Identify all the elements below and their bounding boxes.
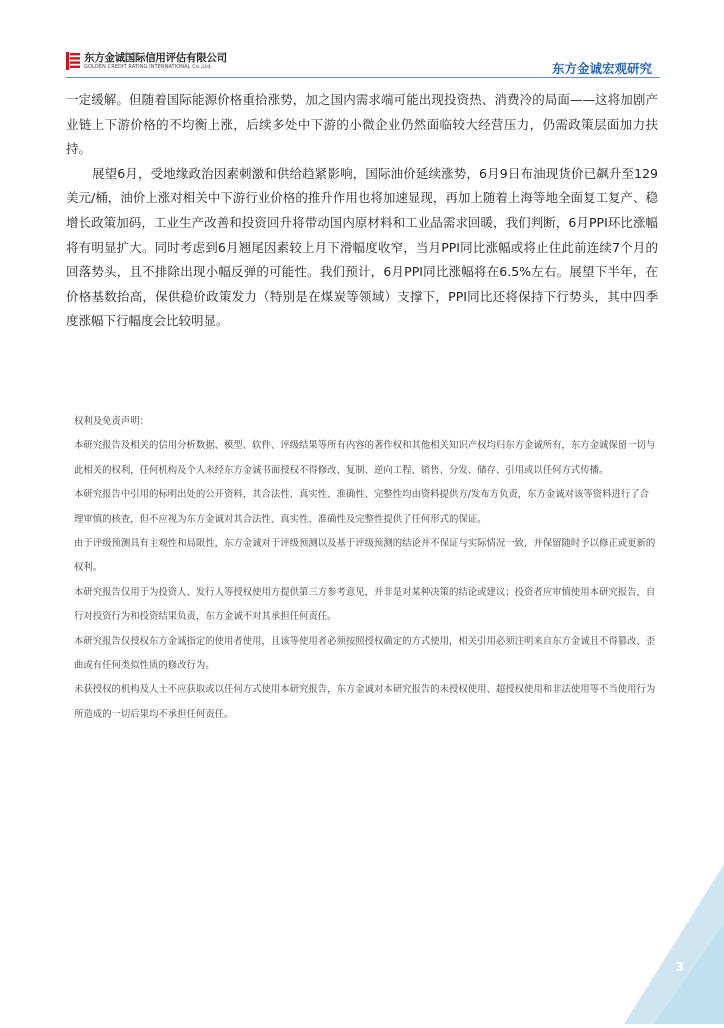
disclaimer-paragraph: 未获授权的机构及人士不应获取或以任何方式使用本研究报告，东方金诚对本研究报告的未授权使用、超授权使用和非法使用等不当使用行为所造成的一切后果均不承担任何责任。 — [74, 684, 656, 720]
disclaimer-heading: 权利及免责声明： — [74, 416, 150, 427]
logo-name-cn: 东方金诚国际信用评估有限公司 — [84, 51, 227, 64]
corner-decoration — [624, 864, 724, 1024]
series-title: 东方金诚宏观研究 — [551, 61, 652, 76]
disclaimer-paragraph: 本研究报告及相关的信用分析数据、模型、软件、评级结果等所有内容的著作权和其他相关知识产权均归东方金诚所有，东方金诚保留一切与此相关的权利，任何机构及个人未经东方金诚书面授权不得修改、复制、逆向工程、销售、分发、储存、引用或以任何方式传播。 — [74, 440, 656, 476]
body-paragraph: 展望6月，受地缘政治因素刺激和供给趋紧影响，国际油价延续涨势，6月9日布油现货价已飙升至129美元/桶，油价上涨对相关中下游行业价格的推升作用也将加速显现，再加上随着上海等地全面复工复产、稳增长政策加码，工业生产改善和投资回升将带动国内原材料和工业品需求回暖，我们判断，6月PPI环比涨幅将有明显扩大。同时考虑到6月翘尾因素较上月下滑幅度收窄，当月PPI同比涨幅或将止住此前连续7个月的回落势头，且不排除出现小幅反弹的可能性。我们预计，6月PPI同比涨幅将在6.5%左右。展望下半年，在价格基数抬高，保供稳价政策发力（特别是在煤炭等领域）支撑下，PPI同比还将保持下行势头，其中四季度涨幅下行幅度会比较明显。 — [66, 165, 658, 329]
page-number: 3 — [675, 960, 684, 974]
logo-mark-icon — [66, 52, 80, 70]
body-text — [66, 88, 658, 334]
logo-name-en: GOLDEN CREDIT RATING INTERNATIONAL Co.,Ltd. — [84, 63, 213, 70]
disclaimer-paragraph: 由于评级预测具有主观性和局限性，东方金诚对于评级预测以及基于评级预测的结论并不保证与实际情况一致，并保留随时予以修正或更新的权利。 — [74, 538, 656, 574]
header-divider — [66, 77, 660, 78]
page-header — [66, 50, 660, 76]
disclaimer-paragraph: 本研究报告仅用于为投资人、发行人等授权使用方提供第三方参考意见，并非是对某种决策的结论或建议；投资者应审慎使用本研究报告，自行对投资行为和投资结果负责，东方金诚不对其承担任何责任。 — [74, 586, 656, 623]
disclaimer-section — [74, 410, 658, 727]
disclaimer-paragraph: 本研究报告中引用的标明出处的公开资料，其合法性、真实性、准确性、完整性均由资料提供方/发布方负责，东方金诚对该等资料进行了合理审慎的核查，但不应视为东方金诚对其合法性、真实性、准确性及完整性提供了任何形式的保证。 — [74, 489, 650, 525]
company-logo — [66, 52, 227, 70]
disclaimer-paragraph: 本研究报告仅授权东方金诚指定的使用者使用，且该等使用者必须按照授权确定的方式使用，相关引用必须注明来自东方金诚且不得篡改、歪曲或有任何类似性质的修改行为。 — [74, 635, 656, 672]
body-paragraph: 一定缓解。但随着国际能源价格重拾涨势，加之国内需求端可能出现投资热、消费冷的局面——这将加剧产业链上下游价格的不均衡上涨，后续多处中下游的小微企业仍然面临较大经营压力，仍需政策层面加力扶持。 — [66, 92, 658, 157]
